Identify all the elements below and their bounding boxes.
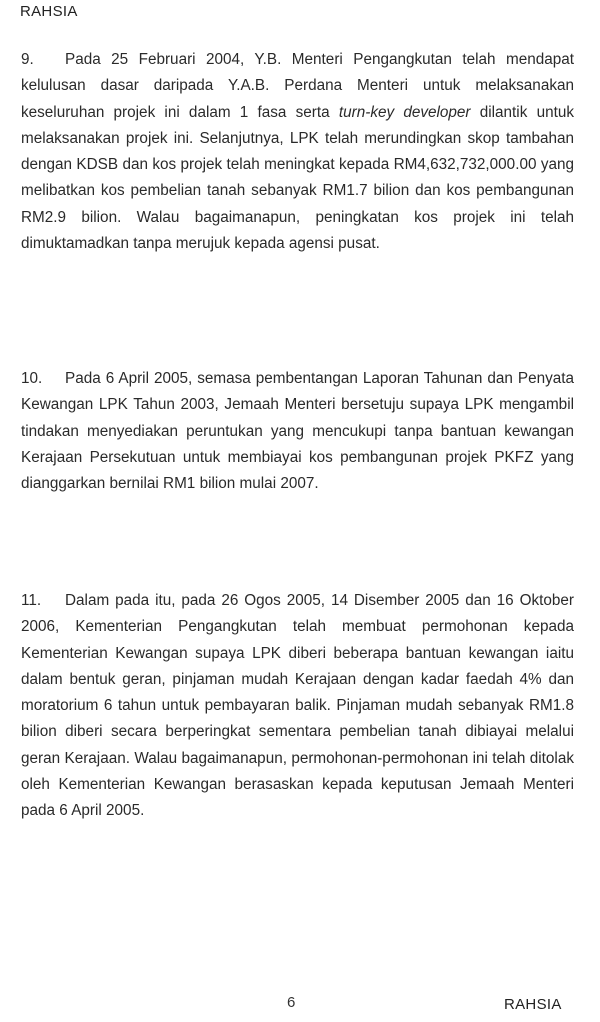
paragraph-number: 11.: [21, 592, 42, 609]
footer-classification: RAHSIA: [504, 996, 562, 1013]
paragraph-text: Pada 6 April 2005, semasa pembentangan Laporan Tahunan dan Penyata Kewangan LPK Tahun 2003, Jemaah Menteri bersetuju supaya LPK mengambil tindakan menyediakan peruntukan yang mencukupi tanpa bantuan kewangan Kerajaan Persekutuan untuk membiayai kos pembangunan projek PKFZ yang dianggarkan bernilai RM1 bilion mulai 2007.: [21, 370, 574, 493]
paragraph-number: 10.: [21, 370, 43, 387]
paragraph-text: dilantik untuk melaksanakan projek ini. Selanjutnya, LPK telah merundingkan skop tambahan dengan KDSB dan kos projek telah meningkat kepada RM4,632,732,000.00 yang melibatkan kos pembelian tanah sebanyak RM1.7 bilion dan kos pembangunan RM2.9 bilion. Walau bagaimanapun, peningkatan kos projek ini telah dimuktamadkan tanpa merujuk kepada agensi pusat.: [21, 103, 574, 253]
paragraph-text: Pada 25 Februari 2004, Y.B. Menteri Pengangkutan telah mendapat kelulusan dasar daripada Y.A.B. Perdana Menteri untuk melaksanakan keseluruhan projek ini dalam 1 fasa serta: [21, 51, 574, 121]
header-classification: RAHSIA: [20, 3, 78, 20]
page-number: 6: [287, 994, 296, 1011]
paragraph-10: [21, 366, 574, 497]
paragraph-9: [21, 47, 574, 257]
paragraph-11: [21, 588, 574, 825]
paragraph-italic-text: turn-key developer: [338, 103, 471, 121]
paragraph-number: 9.: [21, 51, 34, 68]
paragraph-text: Dalam pada itu, pada 26 Ogos 2005, 14 Disember 2005 dan 16 Oktober 2006, Kementerian Pengangkutan telah membuat permohonan kepada Kementerian Kewangan supaya LPK diberi beberapa bantuan kewangan iaitu dalam bentuk geran, pinjaman mudah Kerajaan dengan kadar faedah 4% dan moratorium 6 tahun untuk pembayaran balik. Pinjaman mudah sebanyak RM1.8 bilion diberi secara berperingkat sementara pembelian tanah dibiayai melalui geran Kerajaan. Walau bagaimanapun, permohonan-permohonan ini telah ditolak oleh Kementerian Kewangan berasaskan kepada keputusan Jemaah Menteri pada 6 April 2005.: [21, 592, 574, 820]
